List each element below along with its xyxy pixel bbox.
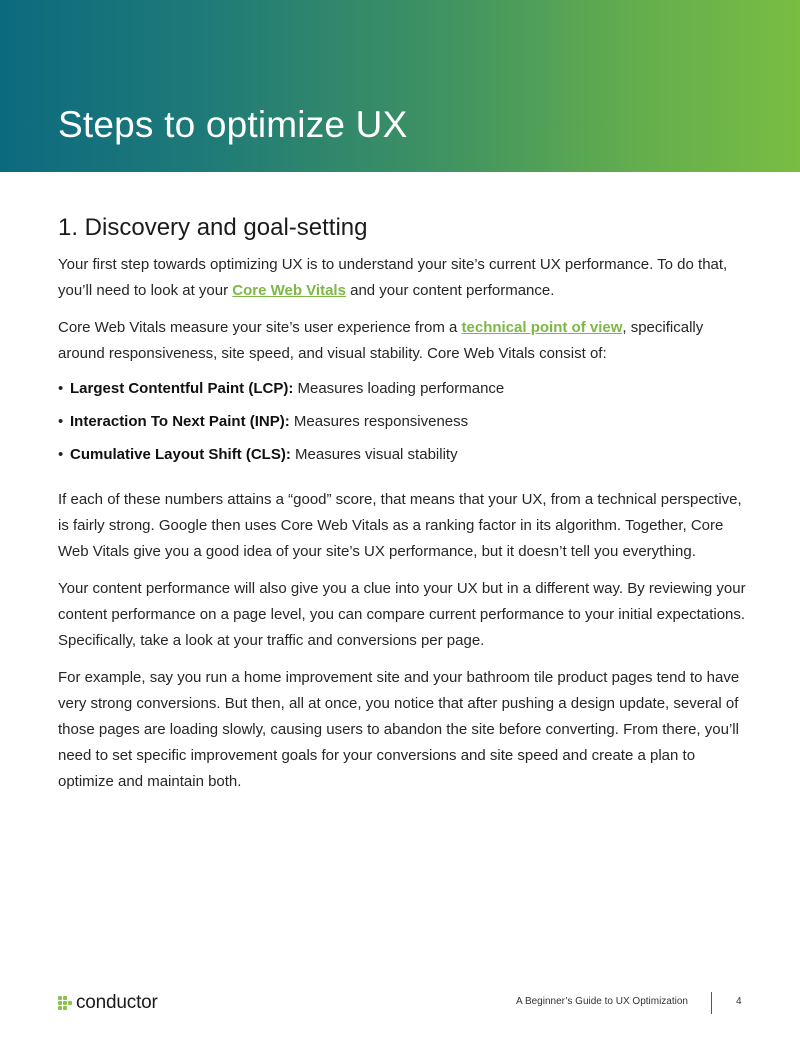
footer-logo (58, 993, 158, 1013)
paragraph-good-score: If each of these numbers attains a “good” score, that means that your UX, from a technical perspective, is fairly strong. Google then uses Core Web Vitals as a ranking factor in its algorithm. Together, Core Web Vitals give you a good idea of your site’s UX performance, but it doesn’t tell you everything. (58, 491, 742, 560)
paragraph-cwv-text-1: Core Web Vitals measure your site’s user experience from a (58, 319, 462, 336)
list-item-cls (58, 444, 748, 466)
list-item-term: Largest Contentful Paint (LCP): (70, 380, 294, 397)
conductor-dots-icon (58, 996, 72, 1010)
list-item-inp (58, 411, 748, 433)
page-number: 4 (736, 996, 742, 1007)
section-heading: 1. Discovery and goal-setting (58, 214, 368, 241)
paragraph-intro (58, 252, 748, 304)
paragraph-intro-text-1: Your first step towards optimizing UX is to understand your site’s current UX performance. To do that, you’ll need to look at your (58, 256, 728, 299)
list-item-desc: Measures loading performance (293, 380, 505, 397)
paragraph-content-performance: Your content performance will also give you a clue into your UX but in a different way. By reviewing your content performance on a page level, you can compare current performance to your initial expectations. Specifically, take a look at your traffic and conversions per page. (58, 580, 746, 649)
core-web-vitals-link[interactable]: Core Web Vitals (232, 282, 346, 299)
cwv-metrics-list (58, 378, 748, 466)
technical-point-of-view-link[interactable]: technical point of view (461, 319, 623, 336)
list-item-desc: Measures responsiveness (289, 413, 469, 430)
footer-guide-title: A Beginner’s Guide to UX Optimization (516, 996, 688, 1007)
list-item-lcp (58, 378, 748, 400)
list-item-term: Interaction To Next Paint (INP): (70, 413, 290, 430)
logo-wordmark: conductor (76, 992, 158, 1013)
list-item-term: Cumulative Layout Shift (CLS): (70, 446, 291, 463)
list-item-desc: Measures visual stability (290, 446, 458, 463)
paragraph-example: For example, say you run a home improvement site and your bathroom tile product pages tend to have very strong conversions. But then, all at once, you notice that after pushing a design update, several of those pages are loading slowly, causing users to abandon the site before converting. From there, you’ll need to set specific improvement goals for your conversions and site speed and create a plan to optimize and maintain both. (58, 669, 740, 790)
footer-divider (711, 992, 712, 1014)
paragraph-cwv-text-2: , specifically around responsiveness, site speed, and visual stability. Core Web Vitals consist of: (58, 319, 704, 362)
main-content (58, 214, 748, 806)
paragraph-cwv (58, 315, 748, 367)
paragraph-intro-text-2: and your content performance. (345, 282, 555, 299)
page-title: Steps to optimize UX (58, 104, 408, 145)
header-banner (0, 0, 800, 172)
